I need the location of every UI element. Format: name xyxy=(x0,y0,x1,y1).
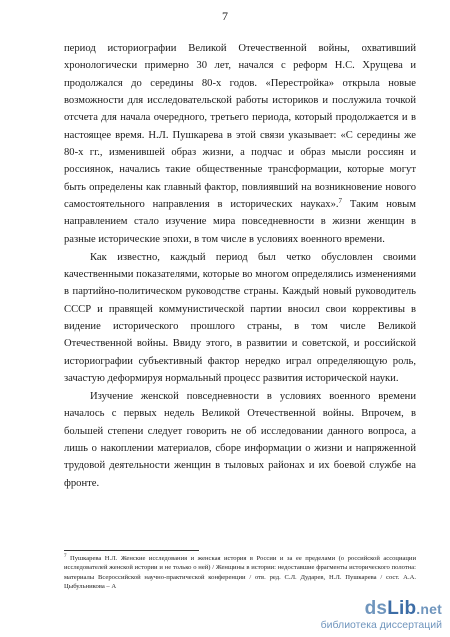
logo-lib: Lib xyxy=(387,598,417,619)
paragraph-2: Как известно, каждый период был четко обусловлен своими качественными показателями, которые во многом определялись изменениями в партийно-политическом руководстве страны. Каждый новый руководитель СССР и правящей коммунистической партии вносил свои коррективы в видение исторического прошлого страны, в том числе Великой Отечественной войны. Ввиду этого, в развитии и советской, и российской историографии субъективный фактор нередко играл определяющую роль, зачастую деформируя нормальный процесс развития исторической науки. xyxy=(64,251,416,385)
paragraph-1 xyxy=(64,40,416,248)
footnote-ref[interactable]: 7 xyxy=(338,197,343,206)
watermark-logo xyxy=(321,599,442,619)
footnote xyxy=(64,554,416,591)
paragraph-1-continuation: Таким новым направлением стало изучение мира повседневности в жизни женщин в разные исторические эпохи, в том числе в условиях военного времени. xyxy=(64,199,416,245)
footnote-divider xyxy=(64,550,199,551)
logo-net: .net xyxy=(416,601,442,617)
watermark[interactable] xyxy=(321,599,442,631)
paragraph-1-text: период историографии Великой Отечественной войны, охвативший хронологически примерно 30 лет, начался с реформ Н.С. Хрущева и продолжался до середины 80-х годов. «Перестройка» открыла новые возможности для исследовательской работы историков и послужила точкой отсчета для начала очередного, третьего периода, который продолжается и в настоящее время. Н.Л. Пушкарева в этой связи указывает: «С середины же 80-х гг., изменившей образ жизни, а подчас и образ мысли россиян и россиянок, начались такие общественные трансформации, которые могут быть определены как главный фактор, повлиявший на возникновение нового самостоятельного направления в исторических науках». xyxy=(64,43,416,211)
page-number: 7 xyxy=(222,9,228,23)
watermark-subtitle: библиотека диссертаций xyxy=(320,619,442,631)
logo-ds: ds xyxy=(364,598,388,619)
footnote-marker: 7 xyxy=(64,554,67,559)
paragraph-3: Изучение женской повседневности в условиях военного времени началось с первых недель Великой Отечественной войны. Впрочем, в большей степени следует говорить не об исследовании данного вопроса, а лишь о накоплении материалов, сборе информации о жизни и напряженной трудовой деятельности женщин в тыловых районах и их боевой службе на фронте. xyxy=(64,390,416,489)
main-text xyxy=(64,40,416,492)
footnote-text: Пушкарева Н.Л. Женские исследования и женская история в России и за ее пределами (о российской ассоциации исследователей женской истории и не только о ней) / Женщины в истории: недоставшие фрагменты исторического полотна: материалы Всероссийской научно-практической конференции / отв. ред. С.Л. Дударев, Н.Л. Пушкарева / сост. А.А. Цыбульникова – А xyxy=(64,555,416,590)
